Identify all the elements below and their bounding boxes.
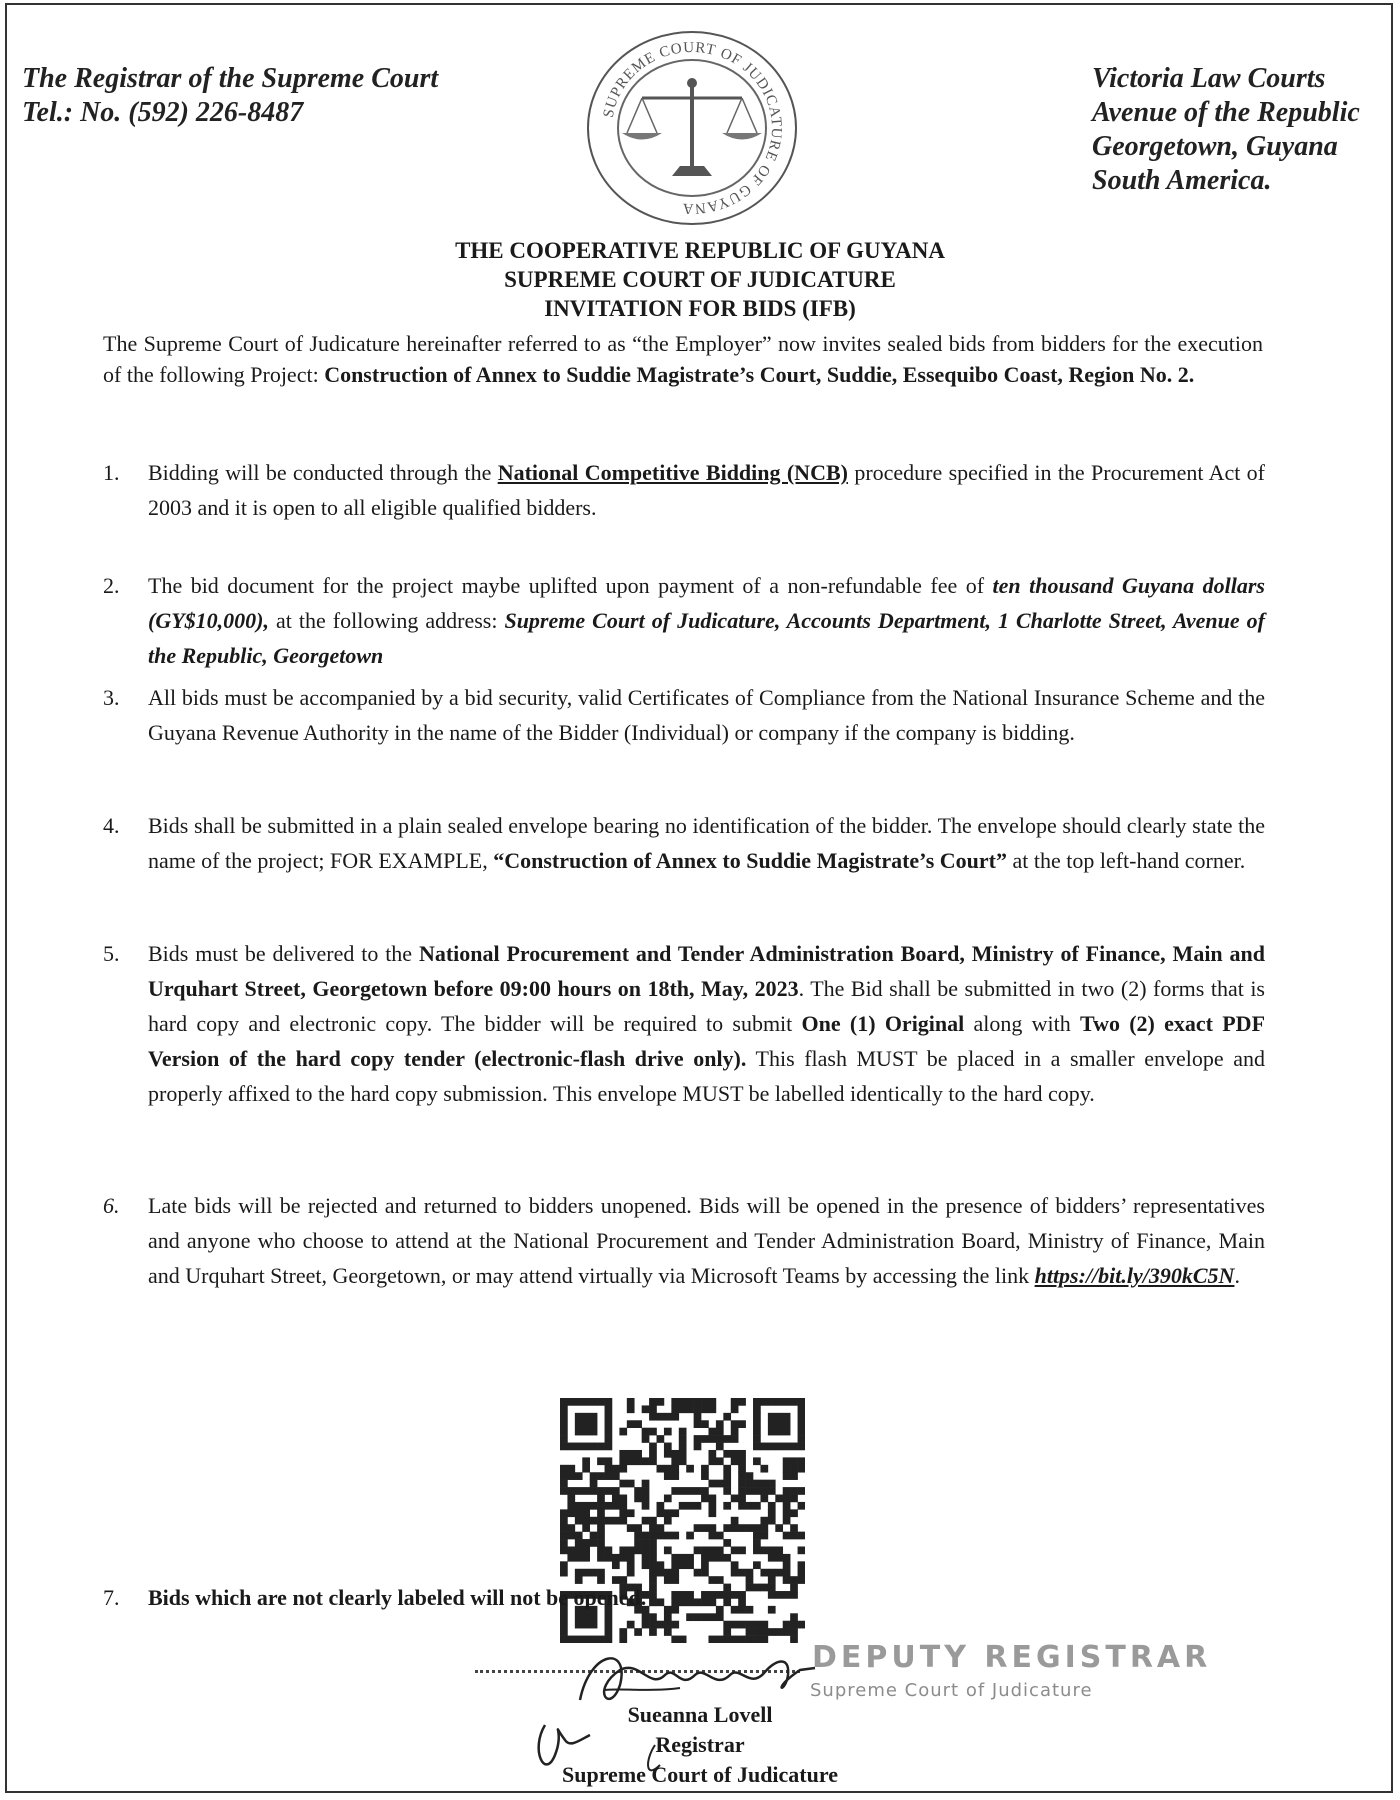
registrar-title: The Registrar of the Supreme Court xyxy=(22,63,439,94)
address-line: Victoria Law Courts xyxy=(1092,63,1326,94)
teams-link[interactable]: https://bit.ly/390kC5N xyxy=(1034,1263,1235,1288)
court-address xyxy=(1092,62,1360,198)
item-number: 3. xyxy=(103,685,120,710)
item-text: along with xyxy=(964,1011,1081,1036)
item-text: Bids which are not clearly labeled will not be opened. xyxy=(148,1585,647,1610)
item-text: All bids must be accompanied by a bid security, valid Certificates of Compliance from the National Insurance Scheme and the Guyana Revenue Authority in the name of the Bidder (Individual) or company if the company is bidding. xyxy=(148,685,1265,745)
signatory-org: Supreme Court of Judicature xyxy=(561,1762,838,1787)
list-item-7 xyxy=(103,1580,1265,1615)
svg-text:SUPREME COURT OF JUDICATURE OF: SUPREME COURT OF JUDICATURE OF GUYANA xyxy=(600,39,785,217)
delivery-location-deadline: National Procurement and Tender Administration Board, Ministry of Finance, Main and Urquhart Street, Georgetown before 09:00 hours on 18th, May, 2023 xyxy=(148,941,1265,1001)
list-item-2 xyxy=(103,568,1265,673)
signatory-role: Registrar xyxy=(655,1732,745,1757)
address-line: South America. xyxy=(1092,165,1272,196)
registrar-phone: Tel.: No. (592) 226-8487 xyxy=(22,97,304,128)
item-text: procedure specified in the Procurement Act of 2003 and it is open to all eligible qualified bidders. xyxy=(148,460,1266,520)
item-number: 7. xyxy=(103,1585,120,1610)
ncb-procedure: National Competitive Bidding (NCB) xyxy=(497,460,848,485)
project-name: Construction of Annex to Suddie Magistrate’s Court, Suddie, Essequibo Coast, Region No. 2. xyxy=(324,362,1195,387)
signatory-name: Sueanna Lovell xyxy=(627,1702,773,1727)
court-seal-icon xyxy=(582,28,802,228)
address-line: Avenue of the Republic xyxy=(1092,97,1360,128)
list-item-5 xyxy=(103,936,1265,1111)
item-text: This flash MUST be placed in a smaller envelope and properly affixed to the hard copy submission. This envelope MUST be labelled identically to the hard copy. xyxy=(148,1046,1265,1106)
item-text: at the top left-hand corner. xyxy=(1006,848,1246,873)
item-number: 1. xyxy=(103,460,120,485)
intro-text: The Supreme Court of Judicature hereinafter referred to as “the Employer” now invites sealed bids from bidders for the execution of the following Project: xyxy=(103,331,1263,387)
fee-amount: ten thousand Guyana dollars (GY$10,000), xyxy=(148,573,1265,633)
stamp-subtitle: Supreme Court of Judicature xyxy=(810,1680,1093,1701)
item-text: Bids must be delivered to the xyxy=(148,941,419,966)
list-item-6 xyxy=(103,1188,1265,1293)
item-number: 5. xyxy=(103,941,120,966)
item-text: . The Bid shall be submitted in two (2) forms that is hard copy and electronic copy. The bidder will be required to submit xyxy=(148,976,1265,1036)
country-title: THE COOPERATIVE REPUBLIC OF GUYANA xyxy=(455,238,945,263)
list-item-4 xyxy=(103,808,1265,878)
item-text: Bids shall be submitted in a plain sealed envelope bearing no identification of the bidder. The envelope should clearly state the name of the project; FOR EXAMPLE, xyxy=(148,813,1265,873)
intro-paragraph xyxy=(103,328,1263,390)
item-text: at the following address: xyxy=(268,608,505,633)
address-line: Georgetown, Guyana xyxy=(1092,131,1338,162)
item-number: 6. xyxy=(103,1193,120,1218)
item-text: Late bids will be rejected and returned to bidders unopened. Bids will be opened in the presence of bidders’ representatives and anyone who choose to attend at the National Procurement and Tender Administration Board, Ministry of Finance, Main and Urquhart Street, Georgetown, or may attend virtually via Microsoft Teams by accessing the link xyxy=(148,1193,1265,1288)
uplift-address: Supreme Court of Judicature, Accounts Department, 1 Charlotte Street, Avenue of the Republic, Georgetown xyxy=(148,608,1265,668)
example-label: “Construction of Annex to Suddie Magistrate’s Court” xyxy=(493,848,1007,873)
item-number: 4. xyxy=(103,813,120,838)
item-text: . xyxy=(1234,1263,1240,1288)
pdf-copies: Two (2) exact PDF Version of the hard copy tender (electronic-flash drive only). xyxy=(148,1011,1266,1071)
court-title: SUPREME COURT OF JUDICATURE xyxy=(504,267,896,292)
list-item-1 xyxy=(103,455,1265,525)
list-item-3 xyxy=(103,680,1265,750)
item-text: Bidding will be conducted through the xyxy=(148,460,498,485)
item-text: The bid document for the project maybe uplifted upon payment of a non-refundable fee of xyxy=(148,573,993,598)
deputy-registrar-stamp: DEPUTY REGISTRAR xyxy=(812,1640,1212,1675)
ifb-title: INVITATION FOR BIDS (IFB) xyxy=(544,296,856,321)
document-title-block xyxy=(0,236,1400,323)
original-count: One (1) Original xyxy=(801,1011,965,1036)
item-number: 2. xyxy=(103,573,120,598)
registrar-contact xyxy=(22,62,438,130)
